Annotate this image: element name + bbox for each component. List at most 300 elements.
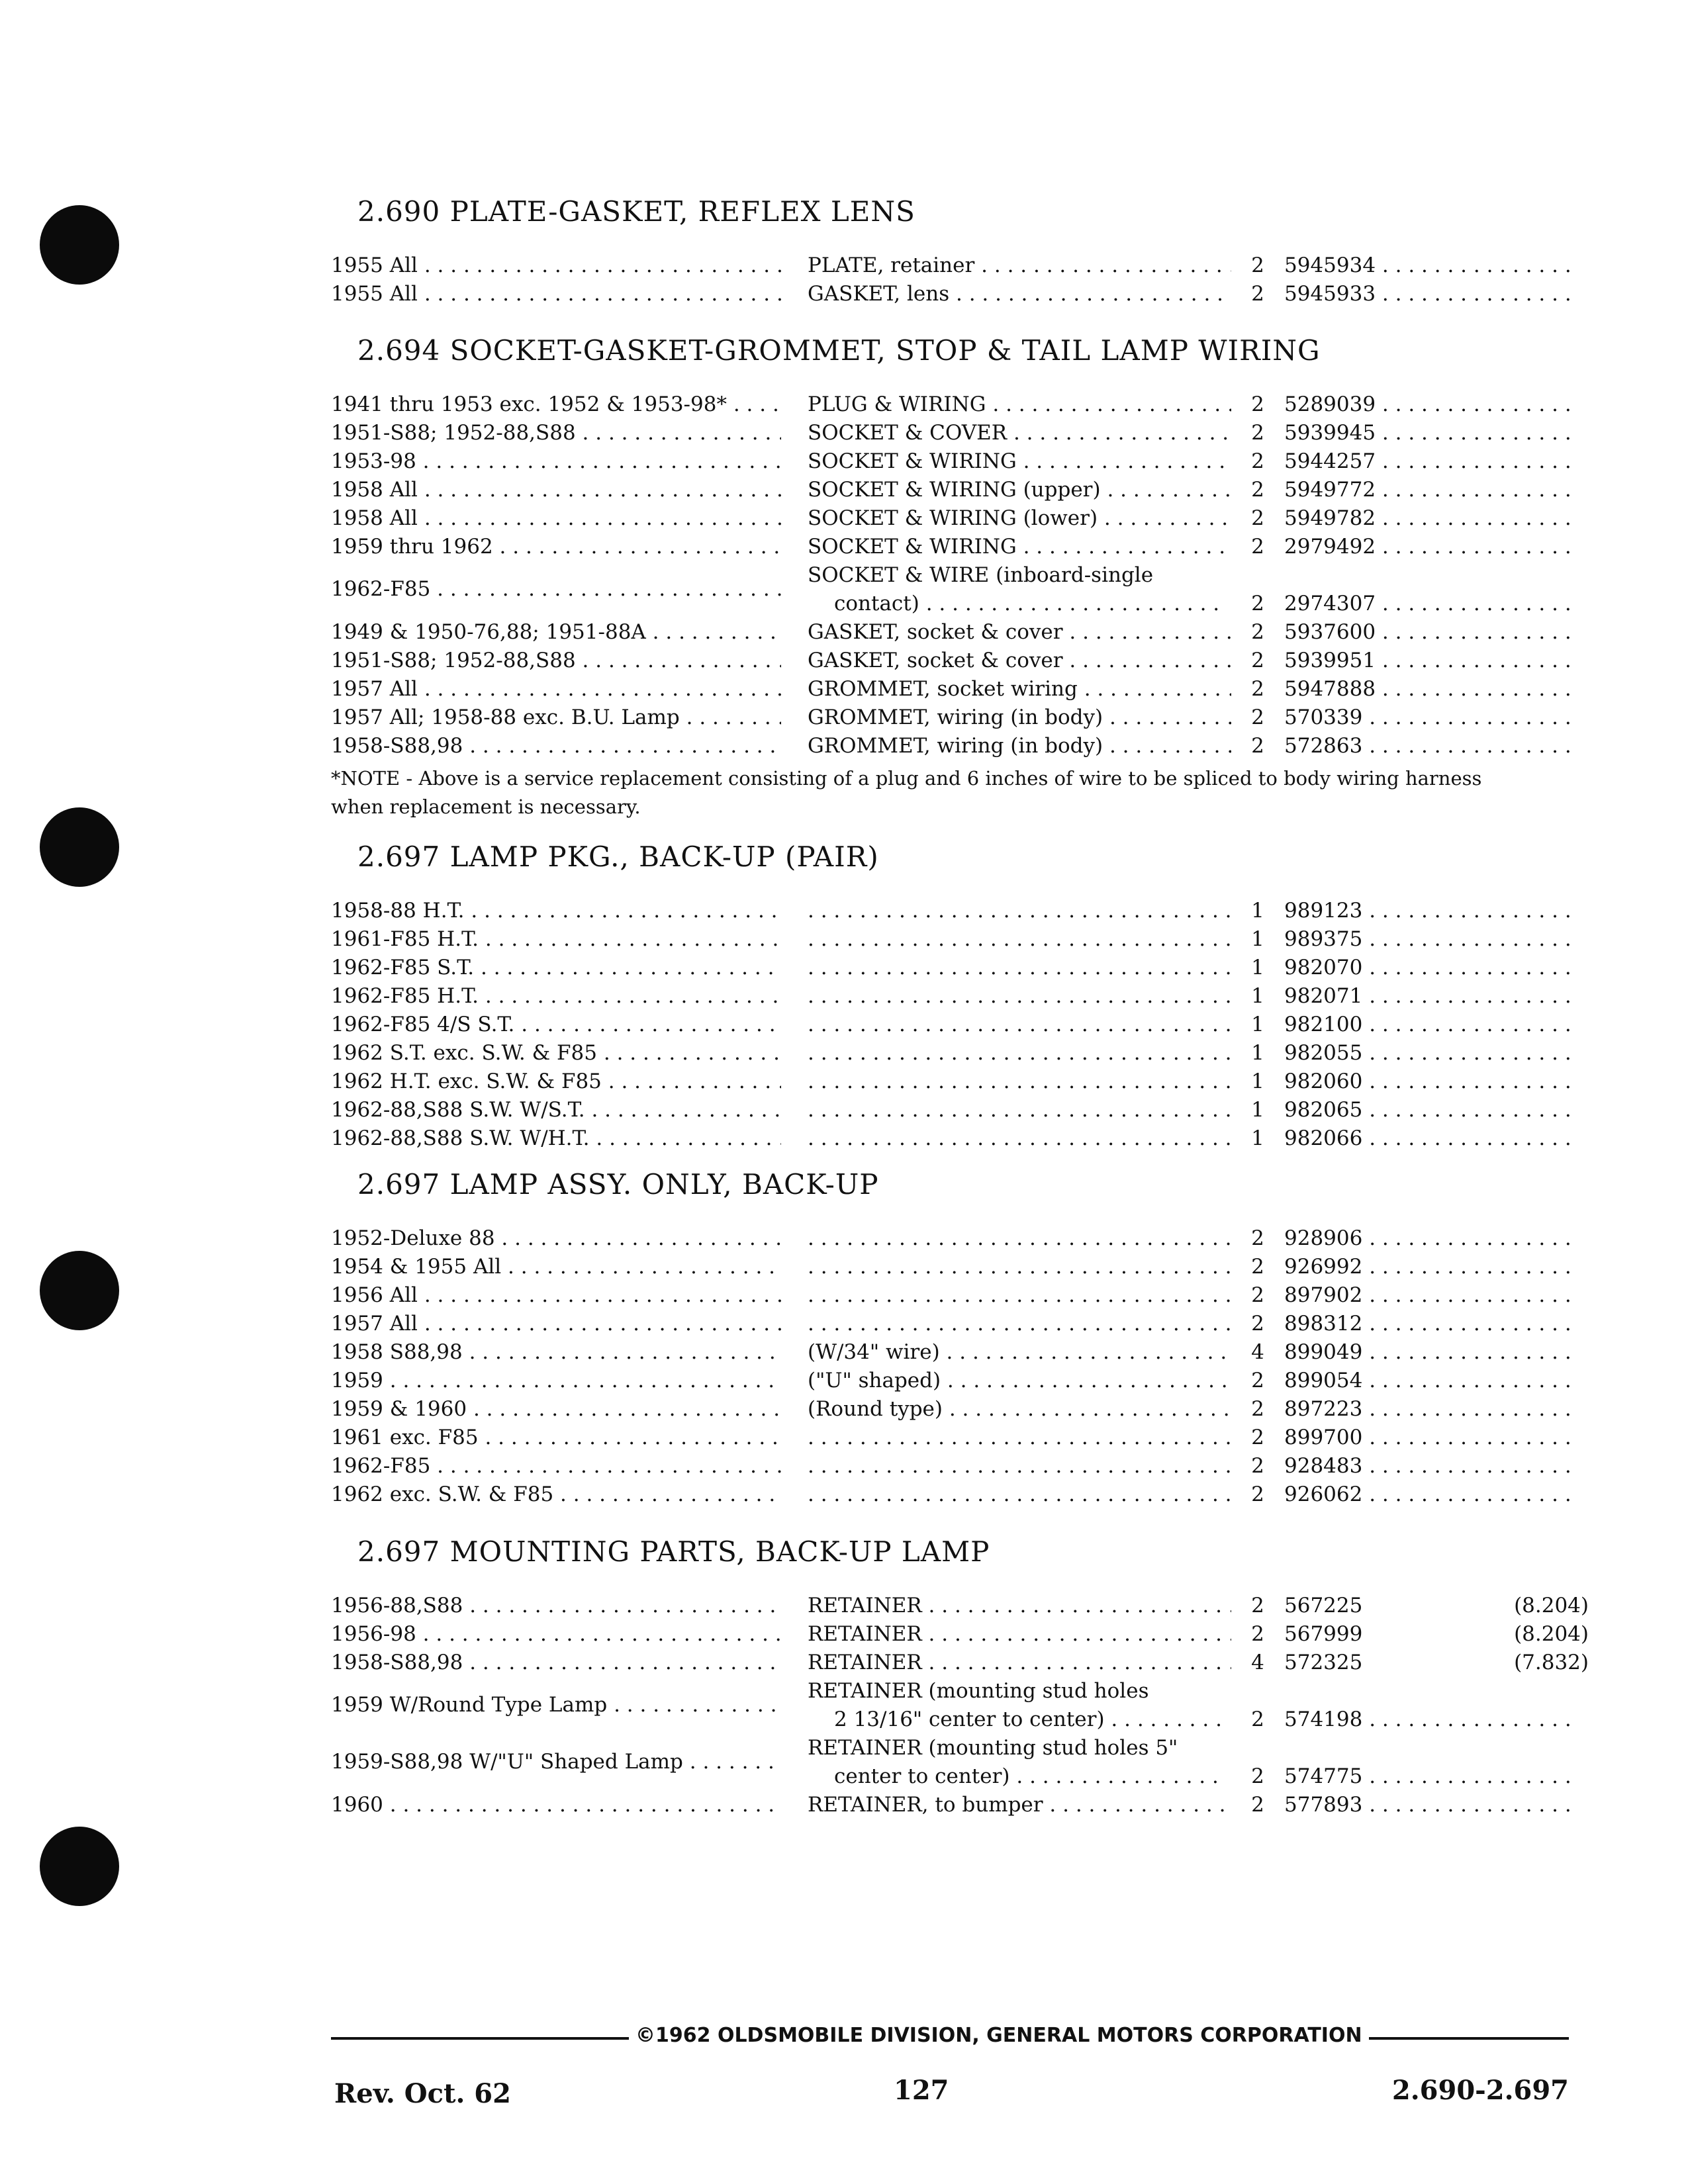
description-cell	[808, 982, 1231, 1011]
application-cell	[331, 618, 781, 647]
part-number: 5937600	[1284, 620, 1376, 644]
quantity-cell: 4	[1251, 1340, 1264, 1364]
description-line	[808, 704, 1231, 732]
part-number-cell	[1284, 476, 1575, 504]
description-text: 2 13/16" center to center)	[834, 1707, 1105, 1731]
application-cell	[331, 1620, 781, 1649]
catalog-section	[331, 1165, 1589, 1509]
parts-row	[331, 280, 1589, 308]
application-text: 1954 & 1955 All	[331, 1255, 502, 1279]
part-number: 5944257	[1284, 449, 1376, 473]
part-number: 5939951	[1284, 649, 1376, 672]
application-cell	[331, 1124, 781, 1153]
part-number: 899054	[1284, 1369, 1363, 1392]
description-line	[808, 533, 1231, 561]
application-text: 1959-S88,98 W/"U" Shaped Lamp	[331, 1750, 683, 1774]
part-number-cell	[1284, 1310, 1575, 1338]
description-cell	[808, 1068, 1231, 1096]
description-cell	[808, 419, 1231, 447]
description-line	[808, 1039, 1231, 1068]
application-cell	[331, 982, 781, 1011]
description-cell	[808, 1791, 1231, 1819]
description-cell	[808, 1452, 1231, 1480]
part-number: 928483	[1284, 1454, 1363, 1478]
application-cell	[331, 925, 781, 954]
description-text: SOCKET & WIRING (lower)	[808, 506, 1098, 530]
quantity-cell: 2	[1251, 592, 1264, 615]
parts-row	[331, 675, 1589, 704]
description-line	[808, 954, 1231, 982]
description-cell	[808, 1395, 1231, 1424]
application-text: 1958 S88,98	[331, 1340, 463, 1364]
application-text: 1962-F85 4/S S.T.	[331, 1013, 515, 1036]
part-number: 897223	[1284, 1397, 1363, 1421]
part-number: 982066	[1284, 1126, 1363, 1150]
description-cell	[808, 251, 1231, 280]
description-text: SOCKET & WIRING	[808, 449, 1017, 473]
part-number: 926062	[1284, 1482, 1363, 1506]
quantity-cell: 1	[1251, 984, 1264, 1008]
catalog-section	[331, 331, 1589, 821]
description-cell	[808, 1620, 1231, 1649]
application-text: 1958-88 H.T.	[331, 899, 465, 923]
quantity-cell: 4	[1251, 1651, 1264, 1674]
description-text: GASKET, socket & cover	[808, 620, 1063, 644]
description-cell	[808, 280, 1231, 308]
part-number: 2979492	[1284, 535, 1376, 559]
parts-row	[331, 1592, 1589, 1620]
parts-row	[331, 1677, 1589, 1734]
description-text: ("U" shaped)	[808, 1369, 941, 1392]
application-text: 1956 All	[331, 1283, 418, 1307]
parts-row	[331, 1281, 1589, 1310]
part-number-cell	[1284, 1706, 1575, 1734]
description-cell	[808, 897, 1231, 925]
application-cell	[331, 280, 781, 308]
description-line	[808, 675, 1231, 704]
description-line	[808, 476, 1231, 504]
application-cell	[331, 1096, 781, 1124]
description-line	[808, 1677, 1231, 1706]
part-number: 982100	[1284, 1013, 1363, 1036]
part-number: 572863	[1284, 734, 1363, 758]
part-number-cell	[1284, 447, 1575, 476]
description-cell	[808, 1734, 1231, 1791]
application-cell	[331, 1281, 781, 1310]
application-cell	[331, 1338, 781, 1367]
description-line	[808, 590, 1231, 618]
parts-row	[331, 1734, 1589, 1791]
description-cell	[808, 1310, 1231, 1338]
part-number: 897902	[1284, 1283, 1363, 1307]
description-cell	[808, 1224, 1231, 1253]
quantity-cell: 2	[1251, 1369, 1264, 1392]
parts-row	[331, 447, 1589, 476]
part-number: 2974307	[1284, 592, 1376, 615]
parts-row	[331, 251, 1589, 280]
application-cell	[331, 897, 781, 925]
part-number: 5939945	[1284, 421, 1376, 445]
part-number-cell	[1284, 647, 1575, 675]
application-cell	[331, 476, 781, 504]
application-text: 1953-98	[331, 449, 416, 473]
parts-row	[331, 1011, 1589, 1039]
part-number: 5945933	[1284, 282, 1376, 306]
quantity-cell: 2	[1251, 1622, 1264, 1646]
description-line	[808, 925, 1231, 954]
application-text: 1962-F85 S.T.	[331, 956, 475, 979]
part-number-cell	[1284, 1068, 1575, 1096]
description-line	[808, 1096, 1231, 1124]
application-cell	[331, 1691, 781, 1719]
part-number-cell	[1284, 1762, 1575, 1791]
parts-row	[331, 1452, 1589, 1480]
section-title: 2.697 LAMP PKG., BACK-UP (PAIR)	[357, 841, 879, 873]
section-range: 2.690-2.697	[1391, 2075, 1569, 2106]
description-text: contact)	[834, 592, 919, 615]
quantity-cell: 2	[1251, 449, 1264, 473]
part-number: 567225	[1284, 1594, 1363, 1617]
description-line	[808, 618, 1231, 647]
part-number-cell	[1284, 1791, 1575, 1819]
description-text: SOCKET & WIRING (upper)	[808, 478, 1101, 502]
part-number: 989375	[1284, 927, 1363, 951]
application-cell	[331, 954, 781, 982]
quantity-cell: 1	[1251, 1098, 1264, 1122]
description-cell	[808, 1677, 1231, 1734]
description-line	[808, 647, 1231, 675]
description-cell	[808, 447, 1231, 476]
description-text: GROMMET, wiring (in body)	[808, 734, 1103, 758]
part-number: 5947888	[1284, 677, 1376, 701]
description-cell	[808, 1649, 1231, 1677]
quantity-cell: 1	[1251, 1041, 1264, 1065]
part-number-cell	[1284, 1367, 1575, 1395]
description-line	[808, 419, 1231, 447]
description-line	[808, 1791, 1231, 1819]
quantity-cell: 2	[1251, 253, 1264, 277]
parts-row	[331, 925, 1589, 954]
description-line	[808, 1310, 1231, 1338]
description-line	[808, 390, 1231, 419]
application-text: 1956-88,S88	[331, 1594, 463, 1617]
description-text: RETAINER, to bumper	[808, 1793, 1043, 1817]
application-cell	[331, 647, 781, 675]
parts-row	[331, 704, 1589, 732]
quantity-cell: 2	[1251, 1397, 1264, 1421]
catalog-section	[331, 192, 1589, 308]
description-line	[808, 561, 1231, 590]
parts-row	[331, 982, 1589, 1011]
part-number-cell	[1284, 897, 1575, 925]
description-line	[808, 1338, 1231, 1367]
application-text: 1959 thru 1962	[331, 535, 493, 559]
description-text: SOCKET & WIRING	[808, 535, 1017, 559]
part-number: 572325	[1284, 1651, 1363, 1674]
quantity-cell: 2	[1251, 392, 1264, 416]
quantity-cell: 2	[1251, 705, 1264, 729]
part-number: 926992	[1284, 1255, 1363, 1279]
description-line	[808, 1124, 1231, 1153]
description-text: RETAINER (mounting stud holes 5"	[808, 1736, 1178, 1760]
part-number-cell	[1284, 504, 1575, 533]
application-cell	[331, 575, 781, 604]
application-text: 1958 All	[331, 478, 418, 502]
description-cell	[808, 504, 1231, 533]
quantity-cell: 2	[1251, 1707, 1264, 1731]
application-text: 1958-S88,98	[331, 734, 463, 758]
quantity-cell: 1	[1251, 1013, 1264, 1036]
part-number-cell	[1284, 1338, 1575, 1367]
description-text: SOCKET & WIRE (inboard-single	[808, 563, 1154, 587]
description-text: GROMMET, socket wiring	[808, 677, 1078, 701]
application-text: 1955 All	[331, 253, 418, 277]
quantity-cell: 2	[1251, 535, 1264, 559]
quantity-cell: 2	[1251, 1226, 1264, 1250]
part-number: 982070	[1284, 956, 1363, 979]
part-number: 567999	[1284, 1622, 1363, 1646]
part-number-cell	[1284, 1395, 1575, 1424]
description-text: RETAINER	[808, 1594, 922, 1617]
description-line	[808, 251, 1231, 280]
description-text: GROMMET, wiring (in body)	[808, 705, 1103, 729]
description-cell	[808, 1039, 1231, 1068]
parts-row	[331, 1367, 1589, 1395]
application-text: 1958-S88,98	[331, 1651, 463, 1674]
part-number: 5945934	[1284, 253, 1376, 277]
description-line	[808, 1649, 1231, 1677]
section-title: 2.690 PLATE-GASKET, REFLEX LENS	[357, 195, 915, 228]
quantity-cell: 2	[1251, 1283, 1264, 1307]
quantity-cell: 1	[1251, 956, 1264, 979]
description-cell	[808, 1367, 1231, 1395]
part-number: 574198	[1284, 1707, 1363, 1731]
parts-row	[331, 1480, 1589, 1509]
application-text: 1962 H.T. exc. S.W. & F85	[331, 1069, 602, 1093]
description-cell	[808, 1424, 1231, 1452]
description-cell	[808, 954, 1231, 982]
description-line	[808, 1424, 1231, 1452]
application-cell	[331, 1649, 781, 1677]
application-text: 1959 & 1960	[331, 1397, 467, 1421]
application-text: 1962-F85	[331, 1454, 431, 1478]
binder-hole	[40, 1827, 119, 1906]
quantity-cell: 2	[1251, 282, 1264, 306]
parts-row	[331, 732, 1589, 760]
application-text: 1952-Deluxe 88	[331, 1226, 495, 1250]
part-number-cell	[1284, 1039, 1575, 1068]
part-number-cell	[1284, 732, 1575, 760]
part-number: 982071	[1284, 984, 1363, 1008]
quantity-cell: 1	[1251, 899, 1264, 923]
catalog-section	[331, 1532, 1589, 1819]
application-cell	[331, 1068, 781, 1096]
application-text: 1955 All	[331, 282, 418, 306]
part-number-cell	[1284, 675, 1575, 704]
description-cell	[808, 533, 1231, 561]
parts-row	[331, 390, 1589, 419]
application-text: 1962-88,S88 S.W. W/H.T.	[331, 1126, 590, 1150]
description-cell	[808, 1592, 1231, 1620]
description-text: PLATE, retainer	[808, 253, 975, 277]
application-text: 1951-S88; 1952-88,S88	[331, 421, 576, 445]
parts-row	[331, 1039, 1589, 1068]
description-line	[808, 1762, 1231, 1791]
description-line	[808, 1224, 1231, 1253]
page-number: 127	[894, 2075, 949, 2106]
description-line	[808, 1452, 1231, 1480]
description-line	[808, 1395, 1231, 1424]
description-cell	[808, 1281, 1231, 1310]
part-number: 899049	[1284, 1340, 1363, 1364]
application-text: 1962-F85	[331, 577, 431, 601]
description-cell	[808, 1011, 1231, 1039]
quantity-cell: 2	[1251, 1594, 1264, 1617]
parts-row	[331, 1424, 1589, 1452]
application-text: 1957 All	[331, 1312, 418, 1336]
parts-row	[331, 1395, 1589, 1424]
description-line	[808, 1367, 1231, 1395]
quantity-cell: 1	[1251, 1069, 1264, 1093]
application-cell	[331, 1395, 781, 1424]
description-text: (Round type)	[808, 1397, 943, 1421]
binder-hole	[40, 205, 119, 285]
description-cell	[808, 704, 1231, 732]
description-cell	[808, 618, 1231, 647]
description-cell	[808, 1338, 1231, 1367]
application-text: 1957 All	[331, 677, 418, 701]
part-number-cell	[1284, 1011, 1575, 1039]
application-text: 1961-F85 H.T.	[331, 927, 479, 951]
parts-row	[331, 1620, 1589, 1649]
parts-row	[331, 476, 1589, 504]
parts-row	[331, 1068, 1589, 1096]
binder-hole	[40, 807, 119, 887]
quantity-cell: 2	[1251, 1312, 1264, 1336]
description-line	[808, 1592, 1231, 1620]
part-number: 899700	[1284, 1426, 1363, 1449]
description-text: center to center)	[834, 1764, 1010, 1788]
part-number: 577893	[1284, 1793, 1363, 1817]
description-cell	[808, 732, 1231, 760]
description-line	[808, 1011, 1231, 1039]
quantity-cell: 2	[1251, 478, 1264, 502]
description-cell	[808, 561, 1231, 618]
quantity-cell: 2	[1251, 1482, 1264, 1506]
quantity-cell: 1	[1251, 1126, 1264, 1150]
part-number-cell	[1284, 1281, 1575, 1310]
application-text: 1960	[331, 1793, 383, 1817]
description-cell	[808, 925, 1231, 954]
quantity-cell: 2	[1251, 506, 1264, 530]
description-line	[808, 982, 1231, 1011]
parts-row	[331, 647, 1589, 675]
quantity-cell: 2	[1251, 677, 1264, 701]
description-text: PLUG & WIRING	[808, 392, 986, 416]
part-number: 5289039	[1284, 392, 1376, 416]
description-line	[808, 1281, 1231, 1310]
part-number-cell	[1284, 390, 1575, 419]
application-cell	[331, 1592, 781, 1620]
application-cell	[331, 1224, 781, 1253]
parts-row	[331, 1096, 1589, 1124]
application-text: 1956-98	[331, 1622, 416, 1646]
parts-row	[331, 1338, 1589, 1367]
application-text: 1957 All; 1958-88 exc. B.U. Lamp	[331, 705, 680, 729]
application-cell	[331, 504, 781, 533]
part-number-cell	[1284, 251, 1575, 280]
part-number-cell	[1284, 419, 1575, 447]
part-number-cell	[1284, 1224, 1575, 1253]
description-line	[808, 732, 1231, 760]
section-note: *NOTE - Above is a service replacement consisting of a plug and 6 inches of wire to be spliced to body wiring harness when replacement is necessary.	[331, 767, 1482, 818]
parts-row	[331, 1649, 1589, 1677]
application-cell	[331, 1011, 781, 1039]
application-text: 1949 & 1950-76,88; 1951-88A	[331, 620, 646, 644]
part-number: 5949772	[1284, 478, 1376, 502]
application-cell	[331, 1367, 781, 1395]
part-number: 898312	[1284, 1312, 1363, 1336]
parts-row	[331, 1253, 1589, 1281]
catalog-section	[331, 837, 1589, 1153]
parts-row	[331, 533, 1589, 561]
application-cell	[331, 1748, 781, 1776]
part-number-cell	[1284, 1096, 1575, 1124]
application-cell	[331, 704, 781, 732]
reference-cell: (8.204)	[1470, 1620, 1589, 1649]
application-cell	[331, 1039, 781, 1068]
quantity-cell: 2	[1251, 1454, 1264, 1478]
description-line	[808, 280, 1231, 308]
part-number-cell	[1284, 590, 1575, 618]
parts-row	[331, 1224, 1589, 1253]
application-cell	[331, 1424, 781, 1452]
application-cell	[331, 732, 781, 760]
description-cell	[808, 390, 1231, 419]
application-text: 1951-S88; 1952-88,S88	[331, 649, 576, 672]
description-line	[808, 897, 1231, 925]
quantity-cell: 2	[1251, 1764, 1264, 1788]
section-title: 2.697 LAMP ASSY. ONLY, BACK-UP	[357, 1168, 879, 1201]
application-cell	[331, 1791, 781, 1819]
part-number-cell	[1284, 618, 1575, 647]
description-text: RETAINER (mounting stud holes	[808, 1679, 1149, 1703]
reference-cell: (8.204)	[1470, 1592, 1589, 1620]
description-line	[808, 1734, 1231, 1762]
description-text: GASKET, lens	[808, 282, 950, 306]
part-number-cell	[1284, 1452, 1575, 1480]
quantity-cell: 1	[1251, 927, 1264, 951]
application-cell	[331, 419, 781, 447]
part-number-cell	[1284, 1124, 1575, 1153]
quantity-cell: 2	[1251, 1255, 1264, 1279]
quantity-cell: 2	[1251, 734, 1264, 758]
parts-row	[331, 618, 1589, 647]
description-line	[808, 1620, 1231, 1649]
binder-hole	[40, 1251, 119, 1330]
description-text: SOCKET & COVER	[808, 421, 1008, 445]
description-cell	[808, 1480, 1231, 1509]
description-cell	[808, 1124, 1231, 1153]
quantity-cell: 2	[1251, 620, 1264, 644]
application-text: 1962 exc. S.W. & F85	[331, 1482, 554, 1506]
application-cell	[331, 447, 781, 476]
parts-row	[331, 504, 1589, 533]
application-cell	[331, 533, 781, 561]
part-number-cell	[1284, 1424, 1575, 1452]
description-line	[808, 1706, 1231, 1734]
description-line	[808, 1480, 1231, 1509]
